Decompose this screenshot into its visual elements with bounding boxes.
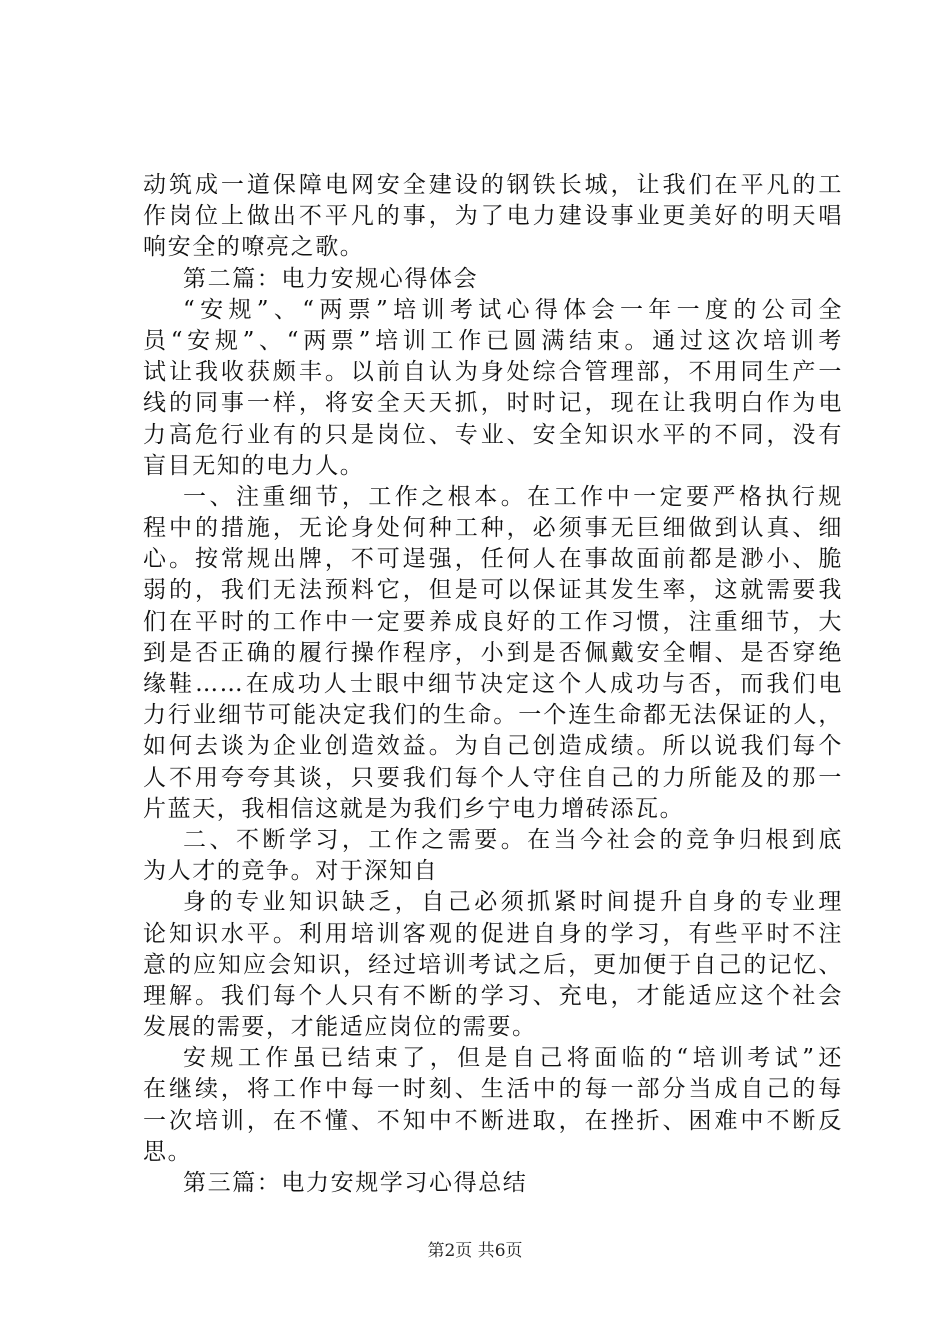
text-line: 发展的需要，才能适应岗位的需要。 [143,1014,537,1041]
text-line: 在继续，将工作中每一时刻、生活中的每一部分当成自己的每 [143,1076,843,1103]
text-line: 一次培训，在不懂、不知中不断进取，在挫折、困难中不断反 [143,1107,843,1134]
page-footer: 第2页 共6页 [427,1241,523,1261]
text-line: 弱的，我们无法预料它，但是可以保证其发生率，这就需要我 [143,577,843,604]
text-line: 缘鞋……在成功人士眼中细节决定这个人成功与否，而我们电 [143,671,843,697]
text-line: 论知识水平。利用培训客观的促进自身的学习，有些平时不注 [143,920,843,947]
text-line: 一、注重细节，工作之根本。在工作中一定要严格执行规 [183,483,843,510]
document-body [143,170,843,1199]
section-heading: 第二篇：电力安规心得体会 [183,265,479,292]
section-heading: 第三篇：电力安规学习心得总结 [183,1170,528,1196]
text-line: 理解。我们每个人只有不断的学习、充电，才能适应这个社会 [143,982,843,1009]
text-line: 响安全的嘹亮之歌。 [143,234,365,261]
text-line: 身的专业知识缺乏，自己必须抓紧时间提升自身的专业理 [183,889,843,916]
text-line: 片蓝天，我相信这就是为我们乡宁电力增砖添瓦。 [143,795,685,822]
text-line: 试让我收获颇丰。以前自认为身处综合管理部，不用同生产一 [143,359,843,386]
text-line: 意的应知应会知识，经过培训考试之后，更加便于自己的记忆、 [143,951,843,978]
text-line: 程中的措施，无论身处何种工种，必须事无巨细做到认真、细 [143,515,843,542]
text-line: 为人才的竞争。对于深知自 [143,858,439,885]
text-line: 员“安规”、“两票”培训工作已圆满结束。通过这次培训考 [143,327,843,354]
text-line: 力行业细节可能决定我们的生命。一个连生命都无法保证的人， [143,702,843,729]
text-line: 作岗位上做出不平凡的事，为了电力建设事业更美好的明天唱 [143,203,843,230]
text-line: 二、不断学习，工作之需要。在当今社会的竞争归根到底 [183,826,843,853]
text-line: 动筑成一道保障电网安全建设的钢铁长城，让我们在平凡的工 [143,172,843,198]
text-line: 心。按常规出牌，不可逞强，任何人在事故面前都是渺小、脆 [143,546,843,573]
text-line: 安规工作虽已结束了，但是自己将面临的“培训考试”还 [183,1045,843,1072]
text-line: 如何去谈为企业创造效益。为自己创造成绩。所以说我们每个 [143,733,843,760]
text-line: 线的同事一样，将安全天天抓，时时记，现在让我明白作为电 [143,390,843,417]
text-line: 到是否正确的履行操作程序，小到是否佩戴安全帽、是否穿绝 [143,639,843,666]
text-line: 力高危行业有的只是岗位、专业、安全知识水平的不同，没有 [143,421,843,448]
text-line: 盲目无知的电力人。 [143,452,365,479]
text-line: 思。 [143,1138,193,1165]
text-line: 人不用夸夸其谈，只要我们每个人守住自己的力所能及的那一 [143,764,843,791]
text-line: 们在平时的工作中一定要养成良好的工作习惯，注重细节，大 [143,608,843,635]
text-line: “安规”、“两票”培训考试心得体会一年一度的公司全 [183,296,843,323]
